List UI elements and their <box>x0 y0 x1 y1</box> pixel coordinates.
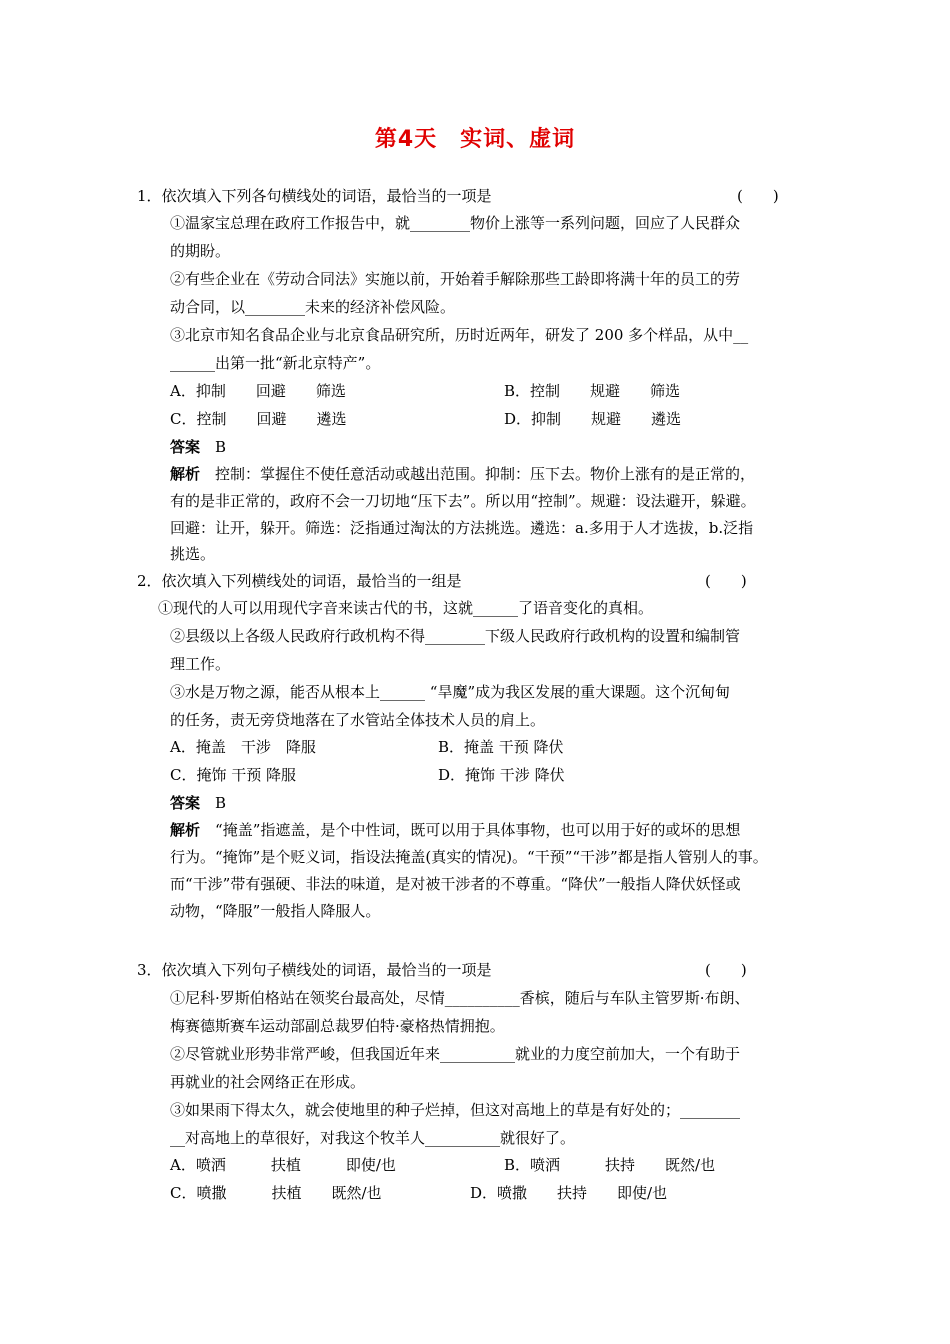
answer-value: B <box>215 794 227 812</box>
q1-analysis-4: 挑选。 <box>170 545 216 563</box>
q2-option-b: B．掩盖 干预 降伏 <box>438 738 564 756</box>
q1-sentence-1-cont: 的期盼。 <box>170 242 231 260</box>
q3-sentence-3-cont: __对高地上的草很好，对我这个牧羊人__________就很好了。 <box>170 1129 576 1147</box>
q1-sentence-3: ③北京市知名食品企业与北京食品研究所，历时近两年，研发了 200 多个样品，从中__ <box>170 326 749 344</box>
q2-analysis-2: 行为。“掩饰”是个贬义词，指设法掩盖(真实的情况)。“干预”“干涉”都是指人管别人的事。 <box>170 848 768 866</box>
q3-stem: 3．依次填入下列句子横线处的词语，最恰当的一项是 <box>137 961 492 979</box>
q1-option-a: A．抑制 回避 筛选 <box>170 382 346 400</box>
q1-sentence-2: ②有些企业在《劳动合同法》实施以前，开始着手解除那些工龄即将满十年的员工的劳 <box>170 270 741 288</box>
analysis-label: 解析 <box>170 465 201 483</box>
q2-option-a: A．掩盖 干涉 降服 <box>170 738 316 756</box>
q3-sentence-2-cont: 再就业的社会网络正在形成。 <box>170 1073 366 1091</box>
q3-sentence-1-cont: 梅赛德斯赛车运动部副总裁罗伯特·豪格热情拥抱。 <box>170 1017 505 1035</box>
answer-label: 答案 <box>170 794 201 812</box>
q3-sentence-2: ②尽管就业形势非常严峻，但我国近年来__________就业的力度空前加大，一个有助于 <box>170 1045 741 1063</box>
q2-sentence-2-cont: 理工作。 <box>170 655 231 673</box>
q3-answer-paren: ( ) <box>705 961 747 979</box>
q3-sentence-3: ③如果雨下得太久，就会使地里的种子烂掉，但这对高地上的草是有好处的；________ <box>170 1101 741 1119</box>
q1-option-c: C．控制 回避 遴选 <box>170 410 347 428</box>
q2-stem: 2．依次填入下列横线处的词语，最恰当的一组是 <box>137 572 462 590</box>
analysis-text: “掩盖”指遮盖，是个中性词，既可以用于具体事物，也可以用于好的或坏的思想 <box>215 821 741 839</box>
q1-option-d: D．抑制 规避 遴选 <box>504 410 682 428</box>
q1-analysis-3: 回避：让开，躲开。筛选：泛指通过淘汰的方法挑选。遴选：a.多用于人才选拔，b.泛指 <box>170 519 754 537</box>
q1-answer <box>170 437 226 457</box>
q3-option-d: D．喷撒 扶持 即使/也 <box>470 1184 668 1202</box>
page-title: 第4天 实词、虚词 <box>374 127 576 152</box>
q1-sentence-2-cont: 动合同，以________未来的经济补偿风险。 <box>170 298 456 316</box>
q1-stem: 1．依次填入下列各句横线处的词语，最恰当的一项是 <box>137 187 492 205</box>
q2-answer-paren: ( ) <box>705 572 747 590</box>
q2-sentence-1: ①现代的人可以用现代字音来读古代的书，这就______了语音变化的真相。 <box>158 599 654 617</box>
q2-option-c: C．掩饰 干预 降服 <box>170 766 297 784</box>
q3-option-a: A．喷洒 扶植 即使/也 <box>170 1156 396 1174</box>
q1-analysis-2: 有的是非正常的，政府不会一刀切地“压下去”。所以用“控制”。规避：设法避开，躲避。 <box>170 492 756 510</box>
q2-sentence-2: ②县级以上各级人民政府行政机构不得________下级人民政府行政机构的设置和编制管 <box>170 627 741 645</box>
q2-sentence-3-cont: 的任务，责无旁贷地落在了水管站全体技术人员的肩上。 <box>170 711 546 729</box>
q3-option-b: B．喷洒 扶持 既然/也 <box>504 1156 716 1174</box>
answer-value: B <box>215 438 227 456</box>
q2-answer <box>170 793 226 813</box>
q2-option-d: D．掩饰 干涉 降伏 <box>438 766 565 784</box>
q2-analysis-4: 动物，“降服”一般指人降服人。 <box>170 902 381 920</box>
q1-sentence-3-cont: ______出第一批“新北京特产”。 <box>170 354 381 372</box>
q1-sentence-1: ①温家宝总理在政府工作报告中，就________物价上涨等一系列问题，回应了人民群众 <box>170 214 741 232</box>
q3-sentence-1: ①尼科·罗斯伯格站在领奖台最高处，尽情__________香槟，随后与车队主管罗斯·布朗、 <box>170 989 750 1007</box>
q1-option-b: B．控制 规避 筛选 <box>504 382 681 400</box>
analysis-text: 控制：掌握住不使任意活动或越出范围。抑制：压下去。物价上涨有的是正常的， <box>215 465 756 483</box>
q2-analysis-1 <box>170 820 740 840</box>
q1-answer-paren: ( ) <box>737 187 779 205</box>
answer-label: 答案 <box>170 438 201 456</box>
q2-analysis-3: 而“干涉”带有强硬、非法的味道，是对被干涉者的不尊重。“降伏”一般指人降伏妖怪或 <box>170 875 741 893</box>
q3-option-c: C．喷撒 扶植 既然/也 <box>170 1184 382 1202</box>
analysis-label: 解析 <box>170 821 201 839</box>
q1-analysis-1 <box>170 464 755 484</box>
q2-sentence-3: ③水是万物之源，能否从根本上______ “旱魔”成为我区发展的重大课题。这个沉甸甸 <box>170 683 731 701</box>
